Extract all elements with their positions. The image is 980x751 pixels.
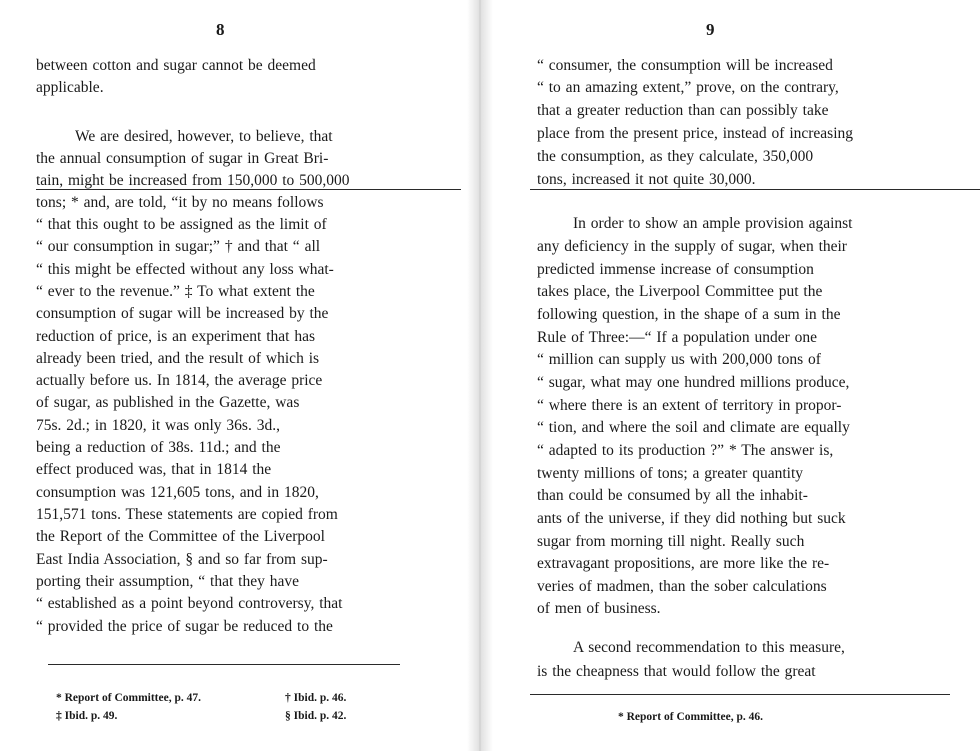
text-line: 151,571 tons. These statements are copied from [36,506,338,523]
text-line: tons; * and, are told, “it by no means follows [36,194,324,211]
footnote: § Ibid. p. 42. [285,710,347,722]
right-page [490,0,980,751]
text-line: “ to an amazing extent,” prove, on the contrary, [537,79,839,96]
text-line: the annual consumption of sugar in Great Bri- [36,150,329,167]
text-line: veries of madmen, than the sober calculations [537,578,827,595]
footnote: † Ibid. p. 46. [285,692,347,704]
text-line: that a greater reduction than can possibly take [537,102,829,119]
text-line: “ tion, and where the soil and climate are equally [537,419,850,436]
text-line: “ adapted to its production ?” * The answer is, [537,442,834,459]
text-line: is the cheapness that would follow the great [537,663,816,680]
text-line: any deficiency in the supply of sugar, when their [537,238,847,255]
text-line: ants of the universe, if they did nothing but suck [537,510,846,527]
text-line: twenty millions of tons; a greater quantity [537,465,804,482]
footnote-rule [530,694,950,695]
left-page [0,0,470,751]
page-number: 9 [706,20,716,39]
text-line: tons, increased it not quite 30,000. [537,171,756,188]
text-line: between cotton and sugar cannot be deemed [36,57,316,74]
text-line: extravagant propositions, are more like the re- [537,555,830,572]
text-line: place from the present price, instead of increasing [537,125,854,142]
text-line: “ ever to the revenue.” ‡ To what extent the [36,283,315,300]
text-line: the Report of the Committee of the Liverpool [36,528,325,545]
text-line: tain, might be increased from 150,000 to 500,000 [36,172,350,189]
text-line: “ provided the price of sugar be reduced to the [36,618,333,635]
text-line: “ established as a point beyond controversy, that [36,595,343,612]
text-line: already been tried, and the result of which is [36,350,320,367]
page-rule [530,189,980,190]
text-line: the consumption, as they calculate, 350,000 [537,148,814,165]
text-line: being a reduction of 38s. 11d.; and the [36,439,281,456]
text-line: “ million can supply us with 200,000 tons of [537,351,821,368]
text-line: porting their assumption, “ that they have [36,573,299,590]
text-line: East India Association, § and so far from sup- [36,551,328,568]
text-line: sugar from morning till night. Really such [537,533,805,550]
text-line: takes place, the Liverpool Committee put the [537,283,823,300]
text-line: of men of business. [537,600,661,617]
text-line: predicted immense increase of consumption [537,261,814,278]
text-line: “ this might be effected without any loss what- [36,261,334,278]
text-line: We are desired, however, to believe, that [75,128,333,145]
page-number: 8 [216,20,226,39]
text-line: reduction of price, is an experiment that has [36,328,316,345]
text-line: “ sugar, what may one hundred millions produce, [537,374,850,391]
text-line: “ our consumption in sugar;” † and that “ all [36,238,321,255]
footnote-rule [48,664,400,665]
text-line: actually before us. In 1814, the average price [36,372,323,389]
text-line: consumption of sugar will be increased by the [36,305,329,322]
text-line: following question, in the shape of a sum in the [537,306,841,323]
text-line: 75s. 2d.; in 1820, it was only 36s. 3d., [36,417,280,434]
text-line: In order to show an ample provision against [573,215,853,232]
text-line: than could be consumed by all the inhabit- [537,487,808,504]
footnote: ‡ Ibid. p. 49. [56,710,118,722]
text-line: Rule of Three:—“ If a population under one [537,329,818,346]
text-line: effect produced was, that in 1814 the [36,461,272,478]
text-line: “ where there is an extent of territory in propor- [537,397,842,414]
text-line: “ that this ought to be assigned as the limit of [36,216,327,233]
text-line: of sugar, as published in the Gazette, was [36,394,300,411]
text-line: A second recommendation to this measure, [573,639,845,656]
footnote: * Report of Committee, p. 46. [618,711,763,723]
text-line: “ consumer, the consumption will be increased [537,57,833,74]
page-rule [36,189,461,190]
text-line: applicable. [36,79,104,96]
footnote: * Report of Committee, p. 47. [56,692,201,704]
text-line: consumption was 121,605 tons, and in 1820, [36,484,319,501]
